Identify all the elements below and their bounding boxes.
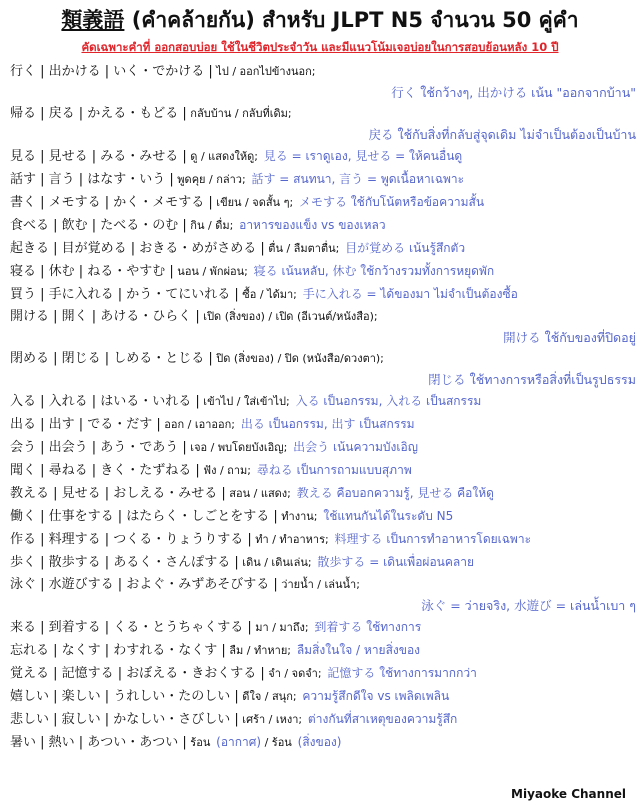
vocab-note-continued: 泳ぐ = ว่ายจริง, 水遊び = เล่นน้ำเบา ๆ <box>421 598 636 613</box>
vocab-note: 手に入れる = ได้ของมา ไม่จำเป็นต้องซื้อ <box>298 287 518 301</box>
vocab-jp: 起きる | 目が覚める | おきる・めがさめる | <box>10 241 265 256</box>
vocab-th: เข้าไป / ใส่เข้าไป; <box>199 395 290 408</box>
vocab-th: ดู / แสดงให้ดู; <box>186 150 258 163</box>
vocab-th: ปิด (สิ่งของ) / ปิด (หนังสือ/ดวงตา); <box>212 352 384 365</box>
vocab-row <box>10 191 636 214</box>
vocab-row <box>10 168 636 191</box>
vocab-jp: 帰る | 戻る | かえる・もどる | <box>10 106 187 121</box>
vocab-note: ใช้แทนกันได้ในระดับ N5 <box>319 509 454 523</box>
vocab-note: 話す = สนทนา, 言う = พูดเนื้อหาเฉพาะ <box>247 172 465 186</box>
vocab-row <box>10 528 636 551</box>
vocab-row <box>10 214 636 237</box>
vocab-row <box>10 708 636 731</box>
vocab-jp: 買う | 手に入れる | かう・てにいれる | <box>10 287 239 302</box>
vocab-note: ลืมสิ่งในใจ / หายสิ่งของ <box>293 643 421 657</box>
vocab-jp: 話す | 言う | はなす・いう | <box>10 172 174 187</box>
vocab-row <box>10 61 636 83</box>
vocab-th: ไป / ออกไปข้างนอก; <box>212 65 316 78</box>
vocab-row <box>10 436 636 459</box>
vocab-row <box>10 639 636 662</box>
vocab-jp: 閉める | 閉じる | しめる・とじる | <box>10 351 213 366</box>
vocab-jp: 見る | 見せる | みる・みせる | <box>10 149 187 164</box>
vocab-th: ฟัง / ถาม; <box>199 464 251 477</box>
vocab-jp: 開ける | 開く | あける・ひらく | <box>10 309 200 324</box>
vocab-th: ร้อน <box>186 736 211 749</box>
vocab-list <box>10 61 636 754</box>
vocab-note-continued: 閉じる ใช้ทางการหรือสิ่งที่เป็นรูปธรรม <box>428 372 636 387</box>
vocab-th: ลืม / ทำหาย; <box>225 644 292 657</box>
page-subtitle: คัดเฉพาะคำที่ ออกสอบบ่อย ใช้ในชีวิตประจำวัน และมีแนวโน้มเจอบ่อยในการสอบย้อนหลัง 10 ปี <box>81 40 559 54</box>
vocab-jp: 悲しい | 寂しい | かなしい・さびしい | <box>10 712 239 727</box>
vocab-th: กิน / ดื่ม; <box>186 219 234 232</box>
vocab-row <box>10 616 636 639</box>
vocab-row <box>10 482 636 505</box>
vocab-note: อาหารของแข็ง vs ของเหลว <box>235 218 386 232</box>
vocab-jp: 嬉しい | 楽しい | うれしい・たのしい | <box>10 689 239 704</box>
channel-credit: Miyaoke Channel <box>511 787 626 801</box>
vocab-jp: 食べる | 飲む | たべる・のむ | <box>10 218 187 233</box>
vocab-note: 出会う เน้นความบังเอิญ <box>289 440 418 454</box>
vocab-th: สอน / แสดง; <box>225 487 291 500</box>
vocab-note: 教える คือบอกความรู้, 見せる คือให้ดู <box>292 486 494 500</box>
vocab-note: 尋ねる เป็นการถามแบบสุภาพ <box>252 463 412 477</box>
title-kanji: 類義語 <box>61 8 125 32</box>
vocab-note: 料理する เป็นการทำอาหารโดยเฉพาะ <box>330 532 532 546</box>
vocab-jp: 教える | 見せる | おしえる・みせる | <box>10 486 226 501</box>
vocab-jp: 歩く | 散歩する | あるく・さんぽする | <box>10 555 239 570</box>
vocab-note: (อากาศ) <box>212 735 262 749</box>
vocab-row <box>10 551 636 574</box>
vocab-note2: (สิ่งของ) <box>293 735 342 749</box>
vocab-row <box>10 413 636 436</box>
vocab-row <box>10 574 636 596</box>
vocab-row <box>10 662 636 685</box>
vocab-th: เศร้า / เหงา; <box>238 713 303 726</box>
vocab-th: ตื่น / ลืมตาตื่น; <box>264 242 340 255</box>
vocab-jp: 覚える | 記憶する | おぼえる・きおくする | <box>10 666 265 681</box>
vocab-note-continued: 戻る ใช้กับสิ่งที่กลับสู่จุดเดิม ไม่จำเป็นต้องเป็นบ้าน <box>368 127 636 142</box>
vocab-th: เดิน / เดินเล่น; <box>238 556 312 569</box>
vocab-th: ดีใจ / สนุก; <box>238 690 297 703</box>
vocab-jp: 働く | 仕事をする | はたらく・しごとをする | <box>10 509 278 524</box>
vocab-note: ต่างกันที่สาเหตุของความรู้สึก <box>304 712 458 726</box>
vocab-note: 寝る เน้นหลับ, 休む ใช้กว้างรวมทั้งการหยุดพัก <box>249 264 495 278</box>
vocab-row <box>10 260 636 283</box>
vocab-jp: 書く | メモする | かく・メモする | <box>10 195 213 210</box>
vocab-th: จำ / จดจำ; <box>264 667 322 680</box>
vocab-jp: 聞く | 尋ねる | きく・たずねる | <box>10 463 200 478</box>
vocab-jp: 来る | 到着する | くる・とうちゃくする | <box>10 620 252 635</box>
vocab-note-continued: 行く ใช้กว้างๆ, 出かける เน้น "ออกจากบ้าน" <box>391 85 636 100</box>
vocab-row <box>10 348 636 370</box>
vocab-th: ว่ายน้ำ / เล่นน้ำ; <box>277 578 360 591</box>
vocab-note: 到着する ใช้ทางการ <box>310 620 422 634</box>
vocab-th: เปิด (สิ่งของ) / เปิด (อีเวนต์/หนังสือ); <box>199 310 378 323</box>
vocab-row <box>10 237 636 260</box>
vocab-jp: 入る | 入れる | はいる・いれる | <box>10 394 200 409</box>
vocab-row <box>10 283 636 306</box>
vocab-note: 入る เป็นอกรรม, 入れる เป็นสกรรม <box>291 394 482 408</box>
vocab-row <box>10 731 636 754</box>
vocab-jp: 忘れる | なくす | わすれる・なくす | <box>10 643 226 658</box>
vocab-th: ทำงาน; <box>277 510 318 523</box>
vocab-th: เจอ / พบโดยบังเอิญ; <box>186 441 288 454</box>
vocab-note: 散歩する = เดินเพื่อผ่อนคลาย <box>313 555 475 569</box>
vocab-jp: 寝る | 休む | ねる・やすむ | <box>10 264 174 279</box>
vocab-row <box>10 459 636 482</box>
vocab-jp: 行く | 出かける | いく・でかける | <box>10 64 213 79</box>
vocab-th: กลับบ้าน / กลับที่เดิม; <box>186 107 292 120</box>
vocab-row <box>10 145 636 168</box>
vocab-note: 出る เป็นอกรรม, 出す เป็นสกรรม <box>237 417 415 431</box>
page-title <box>0 7 640 33</box>
vocab-th: มา / มาถึง; <box>251 621 309 634</box>
vocab-th: นอน / พักผ่อน; <box>173 265 248 278</box>
vocab-th: ออก / เอาออก; <box>160 418 236 431</box>
vocab-row <box>10 505 636 528</box>
vocab-th2: / ร้อน <box>261 736 292 749</box>
vocab-th: พูดคุย / กล่าว; <box>173 173 246 186</box>
vocab-row <box>10 306 636 328</box>
vocab-jp: 会う | 出会う | あう・であう | <box>10 440 187 455</box>
vocab-th: ทำ / ทำอาหาร; <box>251 533 329 546</box>
vocab-note-continued: 開ける ใช้กับของที่ปิดอยู่ <box>503 330 636 345</box>
vocab-jp: 作る | 料理する | つくる・りょうりする | <box>10 532 252 547</box>
vocab-note: メモする ใช้กับโน้ตหรือข้อความสั้น <box>295 195 485 209</box>
vocab-note: 目が覚める เน้นรู้สึกตัว <box>341 241 466 255</box>
vocab-row <box>10 390 636 413</box>
vocab-th: ซื้อ / ได้มา; <box>238 288 297 301</box>
vocab-jp: 暑い | 熱い | あつい・あつい | <box>10 735 187 750</box>
vocab-note: 見る = เราดูเอง, 見せる = ให้คนอื่นดู <box>259 149 463 163</box>
title-rest: (คำคล้ายกัน) สำหรับ JLPT N5 จำนวน 50 คู่คำ <box>124 8 579 32</box>
vocab-row <box>10 103 636 125</box>
vocab-row <box>10 685 636 708</box>
vocab-note: 記憶する ใช้ทางการมากกว่า <box>323 666 477 680</box>
vocab-jp: 出る | 出す | でる・だす | <box>10 417 161 432</box>
vocab-note: ความรู้สึกดีใจ vs เพลิดเพลิน <box>298 689 450 703</box>
vocab-th: เขียน / จดสั้น ๆ; <box>212 196 294 209</box>
vocab-jp: 泳ぐ | 水遊びする | およぐ・みずあそびする | <box>10 577 278 592</box>
